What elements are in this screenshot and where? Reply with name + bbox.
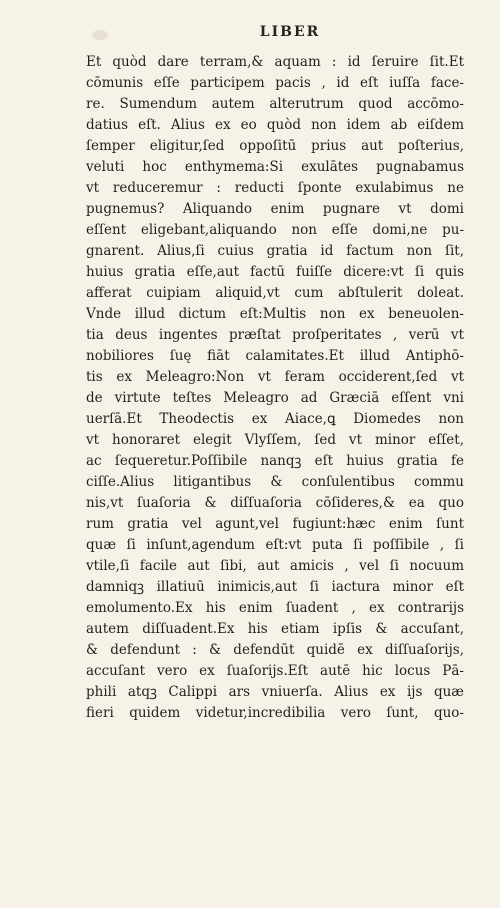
text-line: pugnemus? Aliquando enim pugnare vt domi — [86, 201, 464, 217]
text-line: damniqꝫ illatiuū inimicis,aut ſi iactura minor eſt — [86, 579, 464, 595]
text-line: ciſſe.Alius litigantibus & conſulentibus commu — [86, 474, 464, 490]
text-line: nis,vt ſuaſoria & diſſuaſoria cōſideres,& ea quo — [86, 495, 464, 511]
text-line: tis ex Meleagro:Non vt feram occiderent,ſed vt — [86, 369, 464, 385]
text-line: de virtute teſtes Meleagro ad Græciā eſſent vni — [86, 390, 464, 406]
text-line: fieri quidem videtur,incredibilia vero ſunt, quo- — [86, 705, 464, 721]
text-line: vt reduceremur : reducti ſponte exulabimus ne — [86, 180, 464, 196]
text-line: Et quòd dare terram,& aquam : id ſeruire ſit.Et — [86, 54, 464, 70]
text-line: ac ſequeretur.Poſſibile nanqꝫ eſt huius gratia fe — [86, 453, 464, 469]
text-line: phili atqꝫ Calippi ars vniuerſa. Alius ex ijs quæ — [86, 684, 464, 700]
text-line: cōmunis eſſe participem pacis , id eſt iuſſa face- — [86, 75, 464, 91]
text-line: rum gratia vel agunt,vel fugiunt:hæc enim ſunt — [86, 516, 464, 532]
text-line: tia deus ingentes præſtat proſperitates , verū vt — [86, 327, 464, 343]
text-line: uerſā.Et Theodectis ex Aiace,ꝗ Diomedes non — [86, 411, 464, 427]
text-line: datius eſt. Alius ex eo quòd non idem ab eiſdem — [86, 117, 464, 133]
running-header — [0, 24, 500, 40]
text-line: & defendunt : & defendūt quidē ex diſſuaſorijs, — [86, 642, 464, 658]
text-line: afferat cuipiam aliquid,vt cum abſtulerit doleat. — [86, 285, 464, 301]
text-line: autem diſſuadent.Ex his etiam ipſis & accuſant, — [86, 621, 464, 637]
running-header-text: LIBER — [259, 24, 321, 40]
text-line: vtile,ſi facile aut ſibi, aut amicis , vel ſi nocuum — [86, 558, 464, 574]
text-line: quæ ſi inſunt,agendum eſt:vt puta ſi poſſibile , ſi — [86, 537, 464, 553]
text-line: vt honoraret elegit Vlyſſem, ſed vt minor eſſet, — [86, 432, 464, 448]
text-line: emolumento.Ex his enim ſuadent , ex contrarijs — [86, 600, 464, 616]
text-line: nobiliores ſuę fiāt calamitates.Et illud Antiphō- — [86, 348, 464, 364]
text-line: gnarent. Alius,ſi cuius gratia id factum non ſit, — [86, 243, 464, 259]
text-line: eſſent eligebant,aliquando non eſſe domi,ne pu- — [86, 222, 464, 238]
text-line: re. Sumendum autem alterutrum quod accōmo- — [86, 96, 464, 112]
text-line: huius gratia eſſe,aut factū fuiſſe dicere:vt ſi quis — [86, 264, 464, 280]
text-line: ſemper eligitur,ſed oppoſitū prius aut poſterius, — [86, 138, 464, 154]
text-line: Vnde illud dictum eſt:Multis non ex beneuolen- — [86, 306, 464, 322]
text-line: accuſant vero ex ſuaſorijs.Eſt autē hic locus Pā- — [86, 663, 464, 679]
body-text — [86, 52, 464, 724]
text-line: veluti hoc enthymema:Si exulātes pugnabamus — [86, 159, 464, 175]
